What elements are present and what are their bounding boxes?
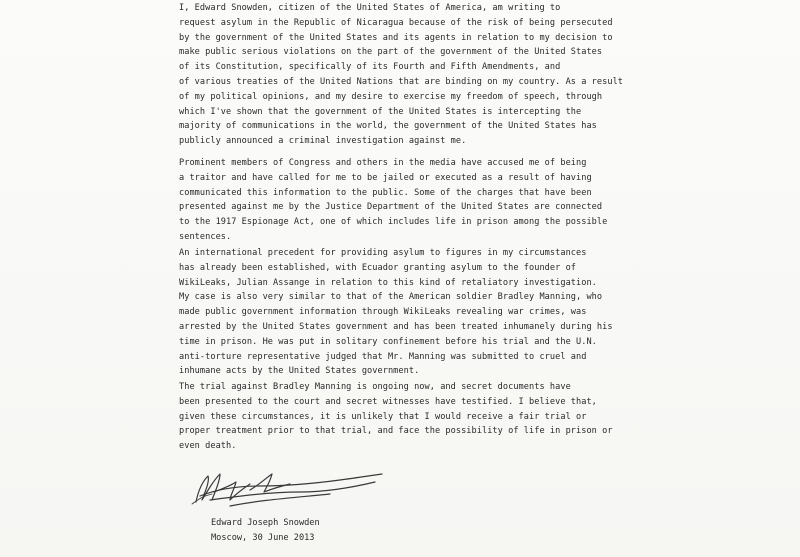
letter-paragraph-3: An international precedent for providing asylum to figures in my circumstances has already been established, with Ecuador granting asylum to the founder of WikiLeaks, Julian Assange in relation to this kind of retaliatory investigation. My case is also very similar to that of the American soldier Bradley Manning, who made public government information through WikiLeaks revealing war crimes, was arrested by the United States government and has been treated inhumanely during his time in prison. He was put in solitary confinement before his trial and the U.N. anti-torture representative judged that Mr. Manning was submitted to cruel and inhumane acts by the United States government. [179, 248, 613, 377]
place-and-date: Moscow, 30 June 2013 [211, 532, 315, 543]
letter-paragraph-4: The trial against Bradley Manning is ongoing now, and secret documents have been presented to the court and secret witnesses have testified. I believe that, given these circumstances, it is unlikely that I would receive a fair trial or proper treatment prior to that trial, and face the possibility of life in prison or even death. [179, 382, 613, 452]
signatory-name: Edward Joseph Snowden [211, 518, 320, 528]
letter-paragraph-2: Prominent members of Congress and others in the media have accused me of being a traitor and have called for me to be jailed or executed as a result of having communicated this information to the public. Some of the charges that have been presented against me by the Justice Department of the United States are connected to the 1917 Espionage Act, one of which includes life in prison among the possible sentences. [179, 158, 608, 242]
handwritten-signature [190, 462, 390, 512]
letter-paragraph-1: I, Edward Snowden, citizen of the United States of America, am writing to request asylum in the Republic of Nicaragua because of the risk of being persecuted by the government of the United States and its agents in relation to my decision to make public serious violations on the part of the government of the United States of its Constitution, specifically of its Fourth and Fifth Amendments, and of various treaties of the United Nations that are binding on my country. As a result of my political opinions, and my desire to exercise my freedom of speech, through which I've shown that the government of the United States is intercepting the majority of communications in the world, the government of the United States has publicly announced a criminal investigation against me. [179, 3, 624, 147]
signature-block [211, 516, 320, 546]
